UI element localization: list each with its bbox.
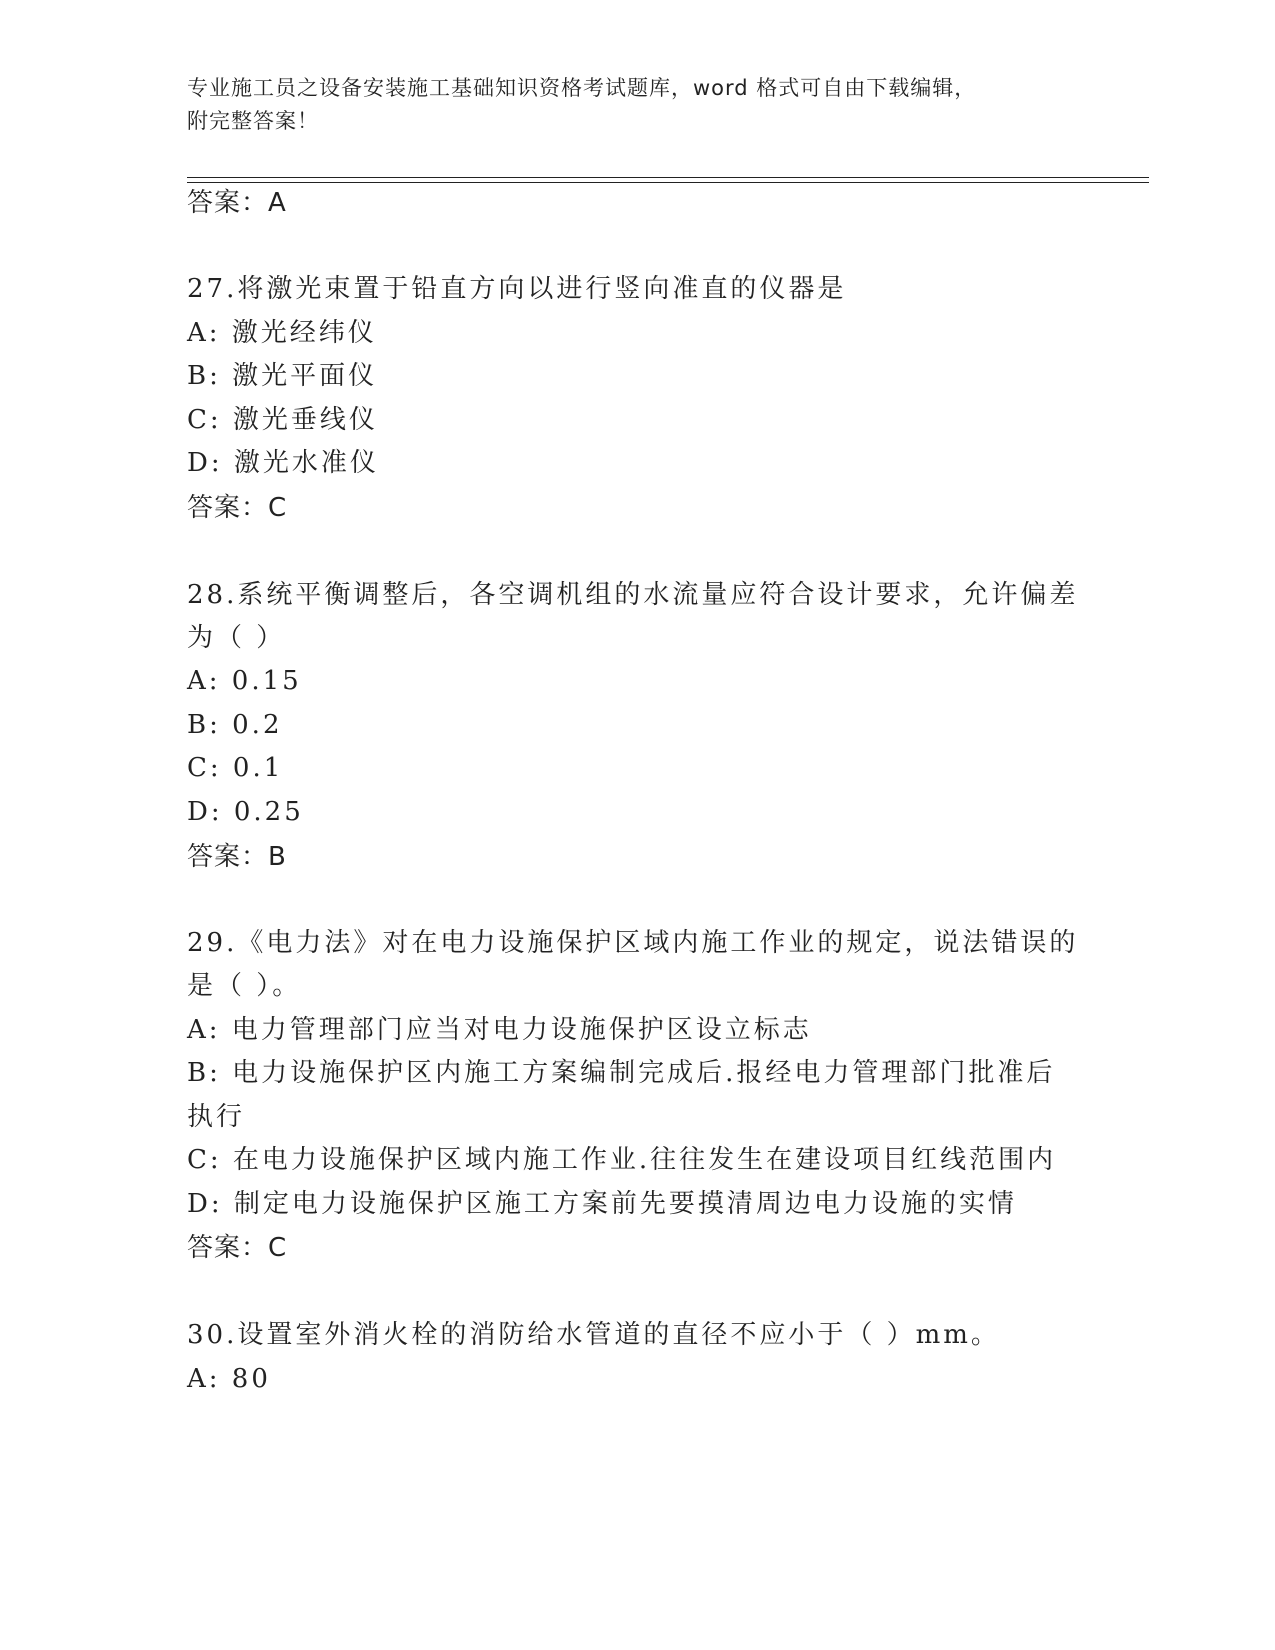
header-divider-top (187, 177, 1149, 178)
question-28-text: 28.系统平衡调整后，各空调机组的水流量应符合设计要求，允许偏差 (187, 580, 1079, 610)
question-29-answer: 答案：C (187, 1233, 288, 1263)
question-29-option-a: A: 电力管理部门应当对电力设施保护区设立标志 (187, 1015, 812, 1045)
header-line-2: 附完整答案！ (187, 109, 319, 133)
question-28-option-b: B: 0.2 (187, 710, 283, 740)
question-30-option-a: A: 80 (187, 1364, 271, 1394)
question-27-option-c: C: 激光垂线仪 (187, 405, 378, 435)
question-27-option-b: B: 激光平面仪 (187, 361, 378, 391)
question-27-option-a: A: 激光经纬仪 (187, 318, 377, 348)
question-29-text-cont: 是（ ）。 (187, 971, 302, 1001)
question-28-answer: 答案：B (187, 842, 287, 872)
question-27-text: 27.将激光束置于铅直方向以进行竖向准直的仪器是 (187, 274, 847, 304)
question-27-option-d: D: 激光水准仪 (187, 448, 379, 478)
question-30-text: 30.设置室外消火栓的消防给水管道的直径不应小于（ ）mm。 (187, 1320, 1000, 1350)
question-27-answer: 答案：C (187, 493, 288, 523)
question-28-text-cont: 为（ ） (187, 623, 286, 653)
header-divider-bottom (187, 182, 1149, 183)
question-29-option-b: B: 电力设施保护区内施工方案编制完成后.报经电力管理部门批准后 (187, 1058, 1056, 1088)
question-29-option-b-cont: 执行 (187, 1102, 246, 1132)
question-29-option-c: C: 在电力设施保护区域内施工作业.往往发生在建设项目红线范围内 (187, 1145, 1057, 1175)
question-28-option-d: D: 0.25 (187, 797, 304, 827)
previous-answer: 答案：A (187, 188, 287, 218)
question-29-text: 29.《电力法》对在电力设施保护区域内施工作业的规定，说法错误的 (187, 928, 1079, 958)
question-28-option-a: A: 0.15 (187, 666, 302, 696)
document-header (187, 72, 1087, 138)
header-line-1: 专业施工员之设备安装施工基础知识资格考试题库，word 格式可自由下载编辑， (187, 76, 977, 100)
question-28-option-c: C: 0.1 (187, 753, 284, 783)
question-29-option-d: D: 制定电力设施保护区施工方案前先要摸清周边电力设施的实情 (187, 1189, 1017, 1219)
